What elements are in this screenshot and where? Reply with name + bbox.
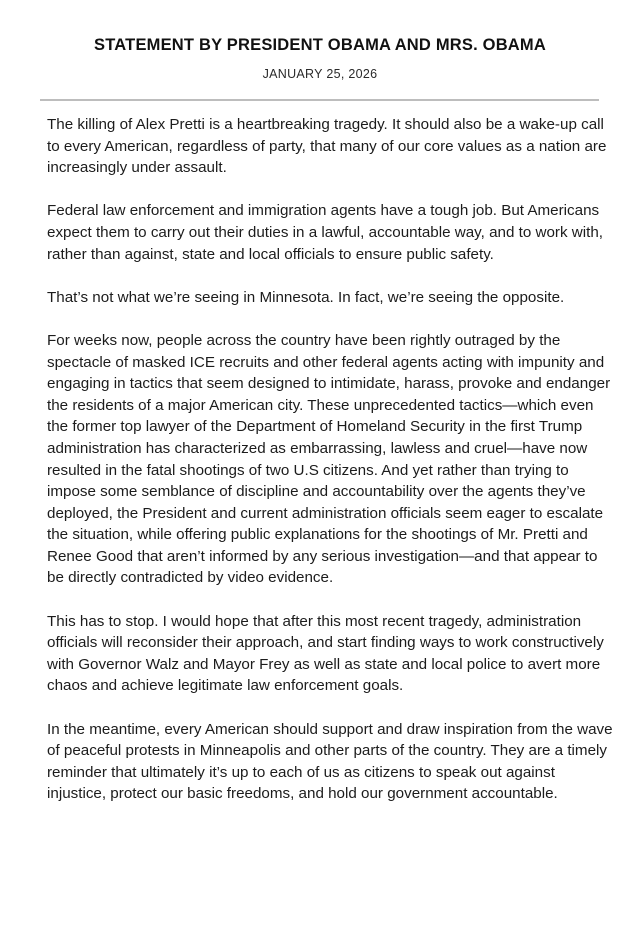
paragraph-4: For weeks now, people across the country have been rightly outraged by the spectacle of masked ICE recruits and other federal agents acting with impunity and engaging in tactics that seem designed to intimidate, harass, provoke and endanger the residents of a major American city. These unprecedented tactics—which even the former top lawyer of the Department of Homeland Security in the first Trump administration has characterized as embarrassing, lawless and cruel—have now resulted in the fatal shootings of two U.S citizens. And yet rather than trying to impose some semblance of discipline and accountability over the agents they’ve deployed, the President and current administration officials seem eager to escalate the situation, while offering public explanations for the shootings of Mr. Pretti and Renee Good that aren’t informed by any serious investigation—and that appear to be directly contradicted by video evidence. <box>47 331 611 587</box>
statement-title: STATEMENT BY PRESIDENT OBAMA AND MRS. OBAMA <box>94 36 546 54</box>
paragraph-5: This has to stop. I would hope that after this most recent tragedy, administration officials will reconsider their approach, and start finding ways to work constructively with Governor Walz and Mayor Frey as well as state and local police to avert more chaos and achieve legitimate law enforcement goals. <box>47 612 604 695</box>
statement-body <box>47 114 615 805</box>
paragraph-6: In the meantime, every American should support and draw inspiration from the wave of peaceful protests in Minneapolis and other parts of the country. They are a timely reminder that ultimately it’s up to each of us as citizens to speak out against injustice, protect our basic freedoms, and hold our government accountable. <box>47 720 613 803</box>
paragraph-2: Federal law enforcement and immigration agents have a tough job. But Americans expect them to carry out their duties in a lawful, accountable way, and to work with, rather than against, state and local officials to ensure public safety. <box>47 202 604 263</box>
header-divider <box>40 99 599 101</box>
statement-date: JANUARY 25, 2026 <box>262 67 378 81</box>
paragraph-3: That’s not what we’re seeing in Minnesota. In fact, we’re seeing the opposite. <box>47 288 565 306</box>
paragraph-1: The killing of Alex Pretti is a heartbreaking tragedy. It should also be a wake-up call to every American, regardless of party, that many of our core values as a nation are increasingly under assault. <box>47 116 607 177</box>
